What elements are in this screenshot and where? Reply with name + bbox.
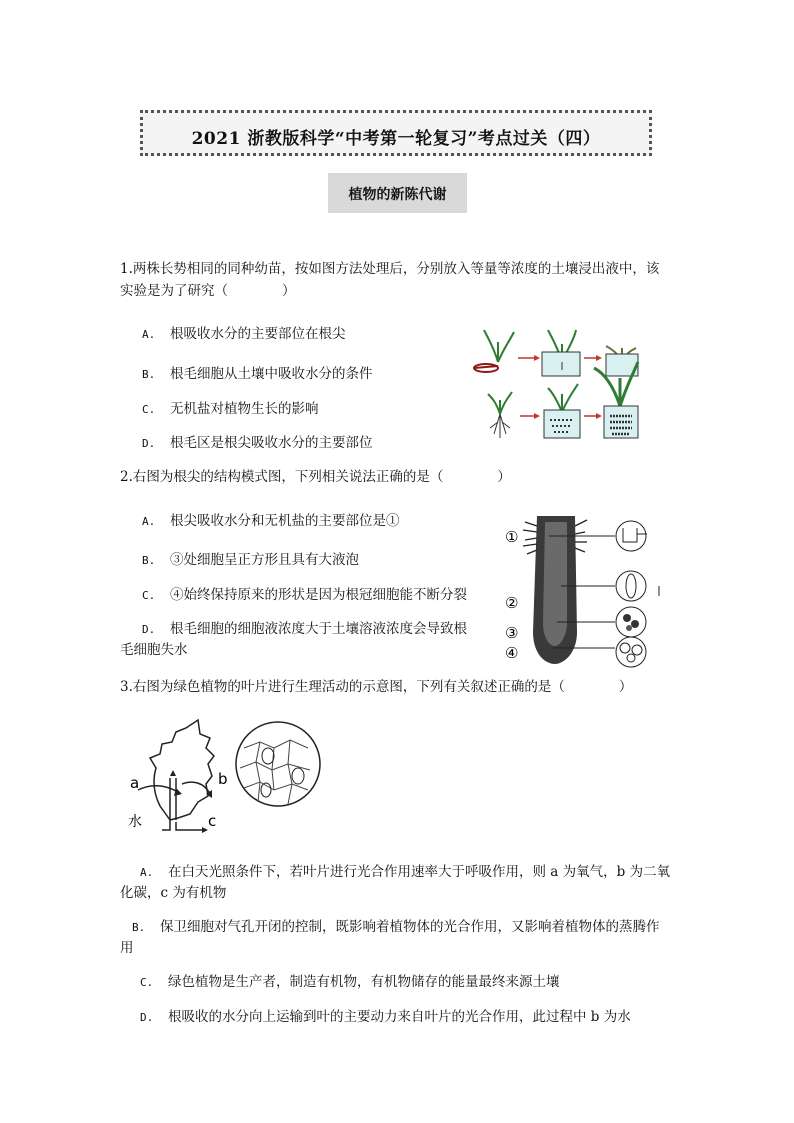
leaf-figure — [120, 718, 330, 838]
label-3: ③ — [505, 624, 519, 642]
q2-option-c[interactable] — [142, 583, 467, 603]
title-box — [140, 110, 652, 156]
label-b: b — [218, 770, 228, 788]
option-letter: C. — [142, 403, 156, 416]
q2-option-d-cont: 毛细胞失水 — [120, 642, 188, 658]
q3-stem: 3.右图为绿色植物的叶片进行生理活动的示意图，下列有关叙述正确的是（ ） — [120, 679, 633, 695]
option-text: 在白天光照条件下，若叶片进行光合作用速率大于呼吸作用，则 a 为氧气，b 为二氧 — [168, 864, 671, 880]
option-letter: B. — [132, 921, 146, 934]
option-text: 根毛细胞的细胞液浓度大于土壤溶液浓度会导致根 — [170, 621, 467, 637]
q3-option-d[interactable] — [140, 1005, 631, 1025]
q3-option-b-cont: 用 — [120, 940, 134, 956]
seedling-experiment-figure — [470, 322, 640, 446]
q1-option-c[interactable] — [142, 397, 319, 417]
q2-option-b[interactable] — [142, 548, 359, 568]
option-letter: A. — [142, 515, 156, 528]
q2-stem: 2.右图为根尖的结构模式图，下列相关说法正确的是（ ） — [120, 469, 511, 485]
option-text: 根尖吸收水分和无机盐的主要部位是① — [170, 513, 400, 529]
q3-option-a[interactable] — [140, 860, 670, 880]
label-c: c — [208, 812, 217, 830]
option-text: 根吸收水分的主要部位在根尖 — [170, 326, 346, 342]
page-subtitle: 植物的新陈代谢 — [348, 187, 447, 203]
option-letter: D. — [142, 623, 156, 636]
label-1: ① — [505, 528, 519, 546]
label-water: 水 — [128, 814, 142, 830]
q3-option-b[interactable] — [132, 915, 660, 935]
option-text: 绿色植物是生产者，制造有机物，有机物储存的能量最终来源土壤 — [168, 974, 560, 990]
q1-option-a[interactable] — [142, 322, 346, 342]
option-letter: B. — [142, 368, 156, 381]
root-tip-figure — [497, 512, 663, 668]
option-text: 根吸收的水分向上运输到叶的主要动力来自叶片的光合作用，此过程中 b 为水 — [168, 1009, 631, 1025]
page-title: 2021 浙教版科学“中考第一轮复习”考点过关（四） — [191, 129, 601, 149]
option-letter: D. — [140, 1011, 154, 1024]
label-4: ④ — [505, 644, 519, 662]
option-text: 根毛细胞从土壤中吸收水分的条件 — [170, 366, 373, 382]
q1-stem-line1: 1.两株长势相同的同种幼苗，按如图方法处理后，分别放入等量等浓度的土壤浸出液中，该 — [120, 261, 660, 277]
option-text: ④始终保持原来的形状是因为根冠细胞能不断分裂 — [170, 587, 467, 603]
q1-option-d[interactable] — [142, 431, 373, 451]
option-letter: D. — [142, 437, 156, 450]
q3-option-a-cont: 化碳，c 为有机物 — [120, 885, 227, 901]
label-2: ② — [505, 594, 519, 612]
q2-option-d[interactable] — [142, 617, 467, 637]
option-text: ③处细胞呈正方形且具有大液泡 — [170, 552, 359, 568]
q2-option-a[interactable] — [142, 509, 400, 529]
option-text: 根毛区是根尖吸收水分的主要部位 — [170, 435, 373, 451]
subtitle-box — [328, 173, 467, 213]
q1-stem-line2: 实验是为了研究（ ） — [120, 283, 296, 299]
option-letter: C. — [140, 976, 154, 989]
option-text: 无机盐对植物生长的影响 — [170, 401, 319, 417]
option-letter: A. — [142, 328, 156, 341]
q3-option-c[interactable] — [140, 970, 560, 990]
label-a: a — [130, 774, 140, 792]
option-letter: A. — [140, 866, 154, 879]
option-letter: B. — [142, 554, 156, 567]
q1-option-b[interactable] — [142, 362, 373, 382]
option-text: 保卫细胞对气孔开闭的控制，既影响着植物体的光合作用，又影响着植物体的蒸腾作 — [160, 919, 660, 935]
option-letter: C. — [142, 589, 156, 602]
